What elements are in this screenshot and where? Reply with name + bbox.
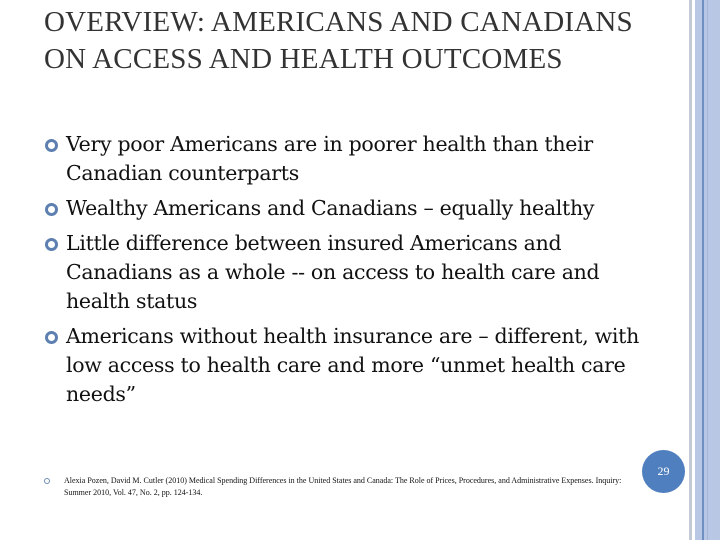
bullet-item [44, 194, 644, 223]
page-number-badge: 29 [642, 450, 685, 493]
bullet-list [44, 130, 644, 415]
circle-bullet-icon [45, 139, 58, 152]
slide-border-accent-thin [707, 0, 708, 540]
circle-bullet-icon [45, 238, 58, 251]
circle-bullet-icon [45, 203, 58, 216]
slide-title: OVERVIEW: AMERICANS AND CANADIANS ON ACCESS AND HEALTH OUTCOMES [44, 6, 633, 75]
circle-bullet-icon [44, 478, 50, 484]
citation-text: Alexia Pozen, David M. Cutler (2010) Medical Spending Differences in the United States and Canada: The Role of Prices, Procedures, and Administrative Expenses. Inquiry: Summer 2010, Vol. 47, No. 2, pp. 124-134. [64, 476, 622, 497]
bullet-item [44, 130, 644, 188]
bullet-item [44, 322, 644, 409]
circle-bullet-icon [45, 331, 58, 344]
bullet-text: Very poor Americans are in poorer health than their Canadian counterparts [66, 132, 593, 185]
bullet-text: Little difference between insured Americans and Canadians as a whole -- on access to health care and health status [66, 231, 600, 313]
slide-border-accent [702, 0, 704, 540]
bullet-text: Americans without health insurance are – different, with low access to health care and more “unmet health care needs” [66, 324, 639, 406]
bullet-text: Wealthy Americans and Canadians – equally healthy [66, 196, 595, 220]
slide-border-line [689, 0, 692, 540]
citation [44, 475, 624, 499]
bullet-item [44, 229, 644, 316]
